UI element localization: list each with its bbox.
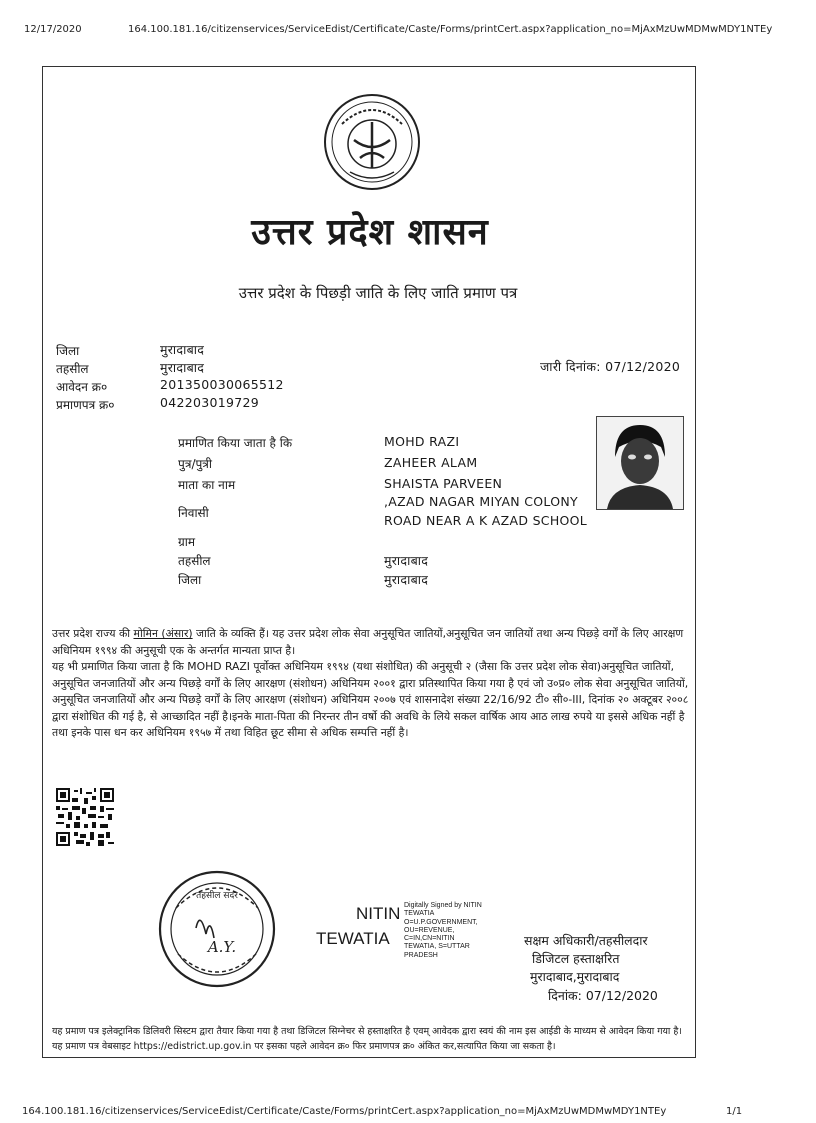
parent-label: पुत्र/पुत्री bbox=[178, 457, 213, 471]
authority-title: सक्षम अधिकारी/तहसीलदार bbox=[524, 933, 648, 948]
certificate-body bbox=[52, 626, 692, 742]
digital-signature-details bbox=[404, 902, 482, 960]
sig-detail-line: Digitally Signed by NITIN bbox=[404, 902, 482, 909]
sig-detail-line: TEWATIA bbox=[404, 910, 435, 918]
village-label: ग्राम bbox=[178, 535, 196, 549]
applicant-name: MOHD RAZI bbox=[384, 434, 460, 449]
caste-name: मोमिन (अंसार) bbox=[133, 627, 193, 640]
footer-url: 164.100.181.16/citizenservices/ServiceEdist/Certificate/Caste/Forms/printCert.aspx?application_no=MjAxMzUwMDMwMDY1NTEy bbox=[22, 1106, 667, 1117]
tehsil-value: मुरादाबाद bbox=[160, 360, 205, 375]
district-value: मुरादाबाद bbox=[160, 342, 205, 357]
father-name: ZAHEER ALAM bbox=[384, 455, 478, 470]
sig-detail-line: O=U.P.GOVERNMENT, bbox=[404, 918, 478, 926]
body-p1-rest: जाति के व्यक्ति हैं। यह उत्तर प्रदेश लोक सेवा अनुसूचित जातियों,अनुसूचित जन जातियों तथा अन्य पिछड़े वर्गों के लिए आरक्षण अधिनियम १९९४ की अनुसूची एक के अन्तर्गत मान्यता प्राप्त है। bbox=[52, 627, 684, 657]
qr-code-icon bbox=[56, 788, 114, 846]
mother-name: SHAISTA PARVEEN bbox=[384, 476, 503, 491]
footer-note: यह प्रमाण पत्र इलेक्ट्रानिक डिलिवरी सिस्टम द्वारा तैयार किया गया है तथा डिजिटल सिग्नेचर से हस्ताक्षरित है एवम् आवेदक द्वारा स्वयं की नाम इस आईडी के माध्यम से आवेदन किया गया है। यह प्रमाण पत्र वेबसाइट https://edistrict.up.gov.in पर इसका पहले आवेदन क्र० फिर प्रमाणपत्र क्र० अंकित कर,सत्यापित किया जा सकता है। bbox=[52, 1026, 682, 1052]
page-number: 1/1 bbox=[726, 1106, 743, 1117]
district2-label: जिला bbox=[178, 573, 202, 587]
sig-detail-line: PRADESH bbox=[404, 951, 438, 959]
certificate-no-value: 042203019729 bbox=[160, 395, 260, 410]
tehsil2-label: तहसील bbox=[178, 554, 211, 568]
authority-digital: डिजिटल हस्ताक्षरित bbox=[532, 951, 620, 966]
state-emblem-icon bbox=[322, 92, 422, 192]
body-p2: यह भी प्रमाणित किया जाता है कि MOHD RAZI पूर्वोक्त अधिनियम १९९४ (यथा संशोधित) की अनुसूची २ (जैसा कि उत्तर प्रदेश लोक सेवा)अनुसूचित जातियों, अनुसूचित जनजातियों और अन्य पिछड़े वर्गों के लिए आरक्षण (संशोधन) अधिनियम २००१ द्वारा प्रतिस्थापित किया गया है एवं जो उ०प्र० लोक सेवा अनुसूचित जातियों, अनुसूचित जनजातियों और अन्य पिछड़े वर्गों के लिए आरक्षण (संशोधन) अधिनियम २००७ एवं शासनादेश संख्या 22/16/92 टी० सी०-III, दिनांक २० अक्टूबर २००८ द्वारा संशोधित की गई है, से आच्छादित नहीं है।इनके माता-पिता की निरन्तर तीन वर्षो की अवधि के लिये सकल वार्षिक आय आठ लाख रुपये या इससे अधिक नहीं है तथा इनके पास धन कर अधिनियम १९५७ में तथा विहित छूट सीमा से अधिक सम्पत्ति नहीं है। bbox=[52, 660, 689, 739]
issue-date: जारी दिनांक: 07/12/2020 bbox=[540, 359, 681, 374]
address-line2: ROAD NEAR A K AZAD SCHOOL bbox=[384, 513, 588, 528]
mother-label: माता का नाम bbox=[178, 478, 236, 492]
print-url: 164.100.181.16/citizenservices/ServiceEdist/Certificate/Caste/Forms/printCert.aspx?application_no=MjAxMzUwMDMwMDY1NTEy bbox=[128, 24, 773, 35]
sig-detail-line: OU=REVENUE, bbox=[404, 926, 455, 934]
certified-label: प्रमाणित किया जाता है कि bbox=[178, 436, 293, 450]
resident-label: निवासी bbox=[178, 506, 209, 520]
sig-detail-line: C=IN,CN=NITIN bbox=[404, 935, 455, 943]
address-line1: ,AZAD NAGAR MIYAN COLONY bbox=[384, 494, 578, 509]
certificate-subtitle: उत्तर प्रदेश के पिछड़ी जाति के लिए जाति प्रमाण पत्र bbox=[238, 284, 518, 302]
tehsil-label: तहसील bbox=[56, 362, 89, 376]
authority-date: दिनांक: 07/12/2020 bbox=[548, 988, 658, 1003]
signer-name-line1: NITIN bbox=[356, 904, 401, 923]
application-no-value: 201350030065512 bbox=[160, 377, 284, 392]
authority-location: मुरादाबाद,मुरादाबाद bbox=[530, 969, 620, 984]
certificate-no-label: प्रमाणपत्र क्र० bbox=[56, 398, 115, 412]
district-label: जिला bbox=[56, 344, 80, 358]
print-date: 12/17/2020 bbox=[24, 24, 82, 35]
application-no-label: आवेदन क्र० bbox=[56, 380, 108, 394]
sig-detail-line: TEWATIA, S=UTTAR bbox=[404, 943, 470, 951]
seal-signature: A.Y. bbox=[207, 938, 237, 956]
certificate-title: उत्तर प्रदेश शासन bbox=[251, 211, 489, 253]
district2-value: मुरादाबाद bbox=[384, 572, 429, 587]
tehsil2-value: मुरादाबाद bbox=[384, 553, 429, 568]
body-intro: उत्तर प्रदेश राज्य की bbox=[52, 627, 134, 640]
tehsil-seal bbox=[156, 868, 278, 990]
signer-name-line2: TEWATIA bbox=[316, 929, 390, 948]
applicant-photo bbox=[596, 416, 684, 510]
seal-text: तहसील सदर bbox=[196, 891, 238, 901]
